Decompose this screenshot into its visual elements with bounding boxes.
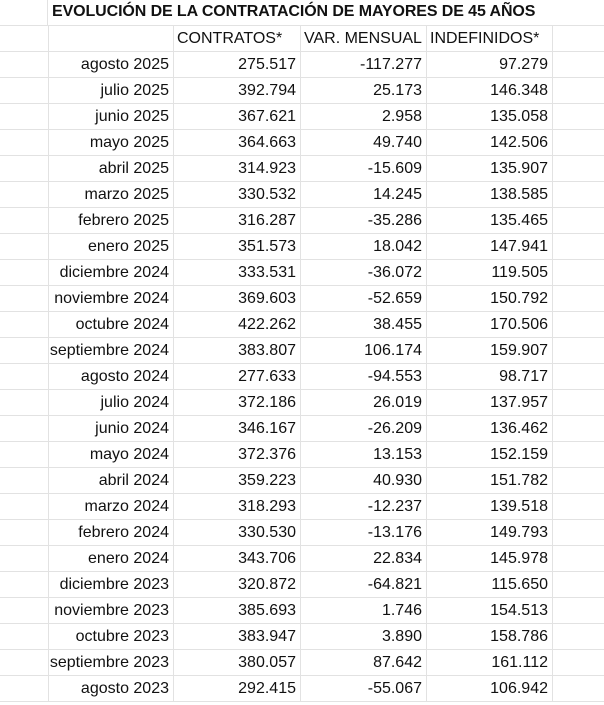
cell-var-mensual[interactable]: -36.072 <box>301 260 427 285</box>
header-var-mensual[interactable]: VAR. MENSUAL <box>301 26 427 51</box>
cell-var-mensual[interactable]: -26.209 <box>301 416 427 441</box>
cell-indefinidos[interactable]: 142.506 <box>427 130 553 155</box>
cell-indefinidos[interactable]: 147.941 <box>427 234 553 259</box>
table-row <box>0 546 604 572</box>
empty-cell[interactable] <box>553 468 604 493</box>
empty-cell[interactable] <box>0 156 49 181</box>
cell-indefinidos[interactable]: 159.907 <box>427 338 553 363</box>
empty-cell[interactable] <box>0 26 49 51</box>
cell-var-mensual[interactable]: 2.958 <box>301 104 427 129</box>
cell-indefinidos[interactable]: 154.513 <box>427 598 553 623</box>
cell-var-mensual[interactable]: 13.153 <box>301 442 427 467</box>
empty-cell[interactable] <box>553 416 604 441</box>
cell-contratos[interactable]: 372.376 <box>174 442 301 467</box>
empty-cell[interactable] <box>0 52 49 77</box>
cell-var-mensual[interactable]: -52.659 <box>301 286 427 311</box>
cell-period[interactable]: mayo 2025 <box>49 130 174 155</box>
cell-var-mensual[interactable]: 3.890 <box>301 624 427 649</box>
cell-indefinidos[interactable]: 170.506 <box>427 312 553 337</box>
cell-indefinidos[interactable]: 135.465 <box>427 208 553 233</box>
empty-cell[interactable] <box>553 624 604 649</box>
cell-contratos[interactable]: 314.923 <box>174 156 301 181</box>
empty-cell[interactable] <box>553 572 604 597</box>
table-row <box>0 390 604 416</box>
empty-cell[interactable] <box>553 650 604 675</box>
cell-var-mensual[interactable]: 87.642 <box>301 650 427 675</box>
cell-var-mensual[interactable]: -64.821 <box>301 572 427 597</box>
table-row <box>0 338 604 364</box>
cell-indefinidos[interactable]: 136.462 <box>427 416 553 441</box>
cell-period[interactable]: abril 2025 <box>49 156 174 181</box>
table-row <box>0 364 604 390</box>
cell-indefinidos[interactable]: 137.957 <box>427 390 553 415</box>
empty-cell[interactable] <box>0 442 49 467</box>
cell-period[interactable]: marzo 2025 <box>49 182 174 207</box>
empty-cell[interactable] <box>0 546 49 571</box>
table-row <box>0 52 604 78</box>
empty-cell[interactable] <box>553 156 604 181</box>
cell-contratos[interactable]: 385.693 <box>174 598 301 623</box>
cell-contratos[interactable]: 318.293 <box>174 494 301 519</box>
table-title: EVOLUCIÓN DE LA CONTRATACIÓN DE MAYORES DE 45 AÑOS <box>52 3 536 20</box>
cell-indefinidos[interactable]: 139.518 <box>427 494 553 519</box>
empty-cell[interactable] <box>0 208 49 233</box>
table-row <box>0 78 604 104</box>
cell-period[interactable]: agosto 2023 <box>49 676 174 701</box>
empty-cell[interactable] <box>0 520 49 545</box>
cell-period[interactable]: febrero 2024 <box>49 520 174 545</box>
table-body <box>0 52 604 702</box>
empty-cell[interactable] <box>0 0 48 25</box>
table-row <box>0 624 604 650</box>
table-row <box>0 598 604 624</box>
empty-cell[interactable] <box>553 312 604 337</box>
empty-cell[interactable] <box>553 260 604 285</box>
table-row <box>0 494 604 520</box>
cell-period[interactable]: octubre 2023 <box>49 624 174 649</box>
cell-period[interactable]: noviembre 2023 <box>49 598 174 623</box>
empty-cell[interactable] <box>553 442 604 467</box>
table-row <box>0 442 604 468</box>
cell-period[interactable]: agosto 2024 <box>49 364 174 389</box>
cell-var-mensual[interactable]: -15.609 <box>301 156 427 181</box>
table-row <box>0 416 604 442</box>
empty-cell[interactable] <box>553 598 604 623</box>
empty-cell[interactable] <box>0 624 49 649</box>
title-row <box>0 0 604 26</box>
table-row <box>0 676 604 702</box>
cell-period[interactable]: diciembre 2023 <box>49 572 174 597</box>
table-row <box>0 182 604 208</box>
empty-cell[interactable] <box>0 78 49 103</box>
empty-cell[interactable] <box>553 546 604 571</box>
cell-var-mensual[interactable]: 38.455 <box>301 312 427 337</box>
empty-cell[interactable] <box>553 26 604 51</box>
table-row <box>0 260 604 286</box>
cell-contratos[interactable]: 383.947 <box>174 624 301 649</box>
empty-cell[interactable] <box>553 286 604 311</box>
cell-contratos[interactable]: 367.621 <box>174 104 301 129</box>
cell-contratos[interactable]: 372.186 <box>174 390 301 415</box>
empty-cell[interactable] <box>553 364 604 389</box>
cell-indefinidos[interactable]: 149.793 <box>427 520 553 545</box>
cell-contratos[interactable]: 422.262 <box>174 312 301 337</box>
cell-var-mensual[interactable]: 106.174 <box>301 338 427 363</box>
table-row <box>0 312 604 338</box>
empty-cell[interactable] <box>553 520 604 545</box>
cell-indefinidos[interactable]: 161.112 <box>427 650 553 675</box>
cell-var-mensual[interactable]: -55.067 <box>301 676 427 701</box>
cell-var-mensual[interactable]: 18.042 <box>301 234 427 259</box>
cell-contratos[interactable]: 277.633 <box>174 364 301 389</box>
cell-period[interactable]: septiembre 2023 <box>49 650 174 675</box>
empty-cell[interactable] <box>553 52 604 77</box>
cell-contratos[interactable]: 346.167 <box>174 416 301 441</box>
cell-contratos[interactable]: 292.415 <box>174 676 301 701</box>
empty-cell[interactable] <box>0 416 49 441</box>
empty-cell[interactable] <box>553 676 604 701</box>
header-contratos[interactable]: CONTRATOS* <box>174 26 301 51</box>
empty-cell[interactable] <box>0 234 49 259</box>
cell-period[interactable]: mayo 2024 <box>49 442 174 467</box>
cell-var-mensual[interactable]: 22.834 <box>301 546 427 571</box>
cell-contratos[interactable]: 316.287 <box>174 208 301 233</box>
empty-cell[interactable] <box>553 494 604 519</box>
empty-cell[interactable] <box>0 260 49 285</box>
cell-var-mensual[interactable]: -13.176 <box>301 520 427 545</box>
header-row <box>0 26 604 52</box>
cell-period[interactable]: octubre 2024 <box>49 312 174 337</box>
cell-period[interactable]: diciembre 2024 <box>49 260 174 285</box>
table-row <box>0 468 604 494</box>
cell-period[interactable]: febrero 2025 <box>49 208 174 233</box>
empty-cell[interactable] <box>553 338 604 363</box>
table-row <box>0 234 604 260</box>
empty-cell[interactable] <box>0 104 49 129</box>
cell-contratos[interactable]: 275.517 <box>174 52 301 77</box>
empty-cell[interactable] <box>0 676 49 701</box>
cell-period[interactable]: julio 2024 <box>49 390 174 415</box>
cell-contratos[interactable]: 359.223 <box>174 468 301 493</box>
cell-indefinidos[interactable]: 97.279 <box>427 52 553 77</box>
empty-cell[interactable] <box>0 572 49 597</box>
cell-contratos[interactable]: 343.706 <box>174 546 301 571</box>
table-row <box>0 650 604 676</box>
cell-var-mensual[interactable]: 1.746 <box>301 598 427 623</box>
cell-period[interactable]: junio 2025 <box>49 104 174 129</box>
cell-period[interactable]: septiembre 2024 <box>49 338 174 363</box>
table-row <box>0 208 604 234</box>
table-row <box>0 286 604 312</box>
cell-contratos[interactable]: 392.794 <box>174 78 301 103</box>
empty-cell[interactable] <box>553 390 604 415</box>
cell-indefinidos[interactable]: 119.505 <box>427 260 553 285</box>
empty-cell[interactable] <box>0 468 49 493</box>
empty-cell[interactable] <box>0 598 49 623</box>
cell-contratos[interactable]: 364.663 <box>174 130 301 155</box>
empty-cell[interactable] <box>553 78 604 103</box>
cell-indefinidos[interactable]: 146.348 <box>427 78 553 103</box>
cell-contratos[interactable]: 383.807 <box>174 338 301 363</box>
cell-var-mensual[interactable]: -117.277 <box>301 52 427 77</box>
empty-cell[interactable] <box>0 494 49 519</box>
cell-var-mensual[interactable]: 40.930 <box>301 468 427 493</box>
table-row <box>0 520 604 546</box>
cell-contratos[interactable]: 369.603 <box>174 286 301 311</box>
cell-indefinidos[interactable]: 135.907 <box>427 156 553 181</box>
empty-cell[interactable] <box>0 286 49 311</box>
cell-var-mensual[interactable]: 14.245 <box>301 182 427 207</box>
cell-var-mensual[interactable]: 25.173 <box>301 78 427 103</box>
cell-var-mensual[interactable]: -35.286 <box>301 208 427 233</box>
table-row <box>0 104 604 130</box>
cell-period[interactable]: enero 2025 <box>49 234 174 259</box>
empty-cell[interactable] <box>553 130 604 155</box>
empty-cell[interactable] <box>0 312 49 337</box>
cell-indefinidos[interactable]: 151.782 <box>427 468 553 493</box>
cell-var-mensual[interactable]: -12.237 <box>301 494 427 519</box>
cell-period[interactable]: agosto 2025 <box>49 52 174 77</box>
empty-cell[interactable] <box>553 208 604 233</box>
empty-cell[interactable] <box>553 182 604 207</box>
cell-contratos[interactable]: 380.057 <box>174 650 301 675</box>
cell-var-mensual[interactable]: -94.553 <box>301 364 427 389</box>
empty-cell[interactable] <box>553 234 604 259</box>
empty-cell[interactable] <box>0 338 49 363</box>
cell-contratos[interactable]: 330.530 <box>174 520 301 545</box>
empty-cell[interactable] <box>0 364 49 389</box>
table-row <box>0 572 604 598</box>
header-indefinidos[interactable]: INDEFINIDOS* <box>427 26 553 51</box>
cell-indefinidos[interactable]: 138.585 <box>427 182 553 207</box>
cell-indefinidos[interactable]: 145.978 <box>427 546 553 571</box>
cell-var-mensual[interactable]: 49.740 <box>301 130 427 155</box>
cell-indefinidos[interactable]: 152.159 <box>427 442 553 467</box>
header-period[interactable] <box>49 26 174 51</box>
cell-contratos[interactable]: 351.573 <box>174 234 301 259</box>
cell-indefinidos[interactable]: 150.792 <box>427 286 553 311</box>
cell-indefinidos[interactable]: 158.786 <box>427 624 553 649</box>
table-row <box>0 156 604 182</box>
cell-indefinidos[interactable]: 98.717 <box>427 364 553 389</box>
cell-period[interactable]: julio 2025 <box>49 78 174 103</box>
cell-period[interactable]: noviembre 2024 <box>49 286 174 311</box>
empty-cell[interactable] <box>553 104 604 129</box>
cell-indefinidos[interactable]: 115.650 <box>427 572 553 597</box>
cell-contratos[interactable]: 320.872 <box>174 572 301 597</box>
cell-contratos[interactable]: 330.532 <box>174 182 301 207</box>
empty-cell[interactable] <box>0 182 49 207</box>
empty-cell[interactable] <box>0 390 49 415</box>
cell-indefinidos[interactable]: 106.942 <box>427 676 553 701</box>
cell-contratos[interactable]: 333.531 <box>174 260 301 285</box>
cell-var-mensual[interactable]: 26.019 <box>301 390 427 415</box>
cell-indefinidos[interactable]: 135.058 <box>427 104 553 129</box>
cell-period[interactable]: junio 2024 <box>49 416 174 441</box>
cell-period[interactable]: marzo 2024 <box>49 494 174 519</box>
empty-cell[interactable] <box>0 130 49 155</box>
cell-period[interactable]: abril 2024 <box>49 468 174 493</box>
cell-period[interactable]: enero 2024 <box>49 546 174 571</box>
empty-cell[interactable] <box>0 650 49 675</box>
table-row <box>0 130 604 156</box>
